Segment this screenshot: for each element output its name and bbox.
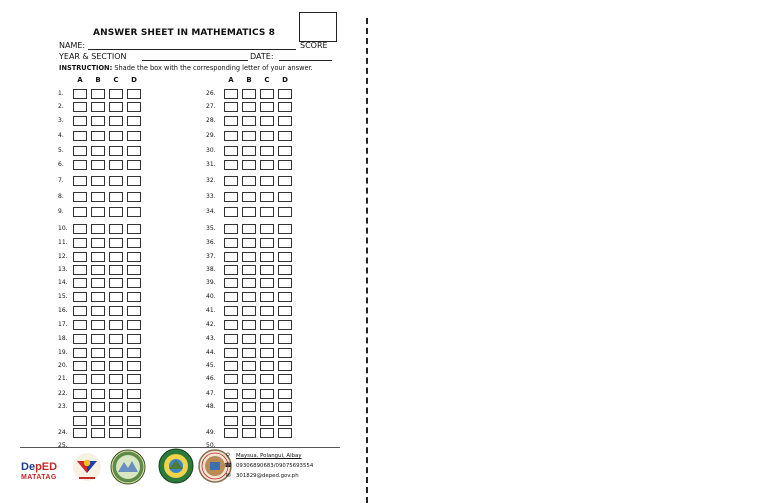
answer-box-c[interactable]	[109, 192, 123, 202]
answer-box-b[interactable]	[91, 131, 105, 141]
answer-box-b[interactable]	[91, 224, 105, 234]
answer-box-d[interactable]	[278, 146, 292, 156]
answer-box-c[interactable]	[109, 320, 123, 330]
answer-box-c[interactable]	[109, 278, 123, 288]
answer-box-a[interactable]	[224, 361, 238, 371]
left-header-b: B	[95, 76, 101, 84]
answer-box-d[interactable]	[127, 416, 141, 426]
question-number: 39.	[206, 279, 216, 286]
answer-box-a[interactable]	[224, 224, 238, 234]
answer-box-b[interactable]	[91, 265, 105, 275]
answer-box-a[interactable]	[224, 207, 238, 217]
question-number: 18.	[58, 335, 68, 342]
answer-box-c[interactable]	[109, 292, 123, 302]
answer-box-c[interactable]	[260, 428, 274, 438]
answer-box-c[interactable]	[260, 89, 274, 99]
right-header-d: D	[282, 76, 288, 84]
answer-box-b[interactable]	[242, 102, 256, 112]
answer-box-c[interactable]	[109, 176, 123, 186]
answer-box-d[interactable]	[278, 207, 292, 217]
answer-box-a[interactable]	[224, 278, 238, 288]
score-label: SCORE	[300, 41, 328, 50]
answer-box-d[interactable]	[127, 224, 141, 234]
answer-box-b[interactable]	[91, 252, 105, 262]
question-number: 13.	[58, 266, 68, 273]
left-header-d: D	[131, 76, 137, 84]
answer-box-d[interactable]	[127, 334, 141, 344]
answer-box-b[interactable]	[91, 416, 105, 426]
answer-box-a[interactable]	[73, 116, 87, 126]
answer-box-d[interactable]	[278, 416, 292, 426]
question-number: 20.	[58, 362, 68, 369]
answer-box-c[interactable]	[260, 131, 274, 141]
question-number: 4.	[58, 132, 64, 139]
answer-box-a[interactable]	[73, 102, 87, 112]
answer-box-d[interactable]	[127, 265, 141, 275]
question-number: 36.	[206, 239, 216, 246]
answer-box-a[interactable]	[224, 238, 238, 248]
answer-box-d[interactable]	[127, 306, 141, 316]
answer-box-d[interactable]	[278, 265, 292, 275]
question-number: 5.	[58, 147, 64, 154]
deped-logo	[21, 455, 57, 481]
answer-box-d[interactable]	[278, 131, 292, 141]
answer-box-b[interactable]	[242, 192, 256, 202]
question-number: 32.	[206, 177, 216, 184]
answer-box-c[interactable]	[109, 160, 123, 170]
answer-box-a[interactable]	[224, 192, 238, 202]
answer-box-b[interactable]	[242, 361, 256, 371]
answer-box-b[interactable]	[91, 89, 105, 99]
answer-box-d[interactable]	[127, 207, 141, 217]
answer-box-a[interactable]	[73, 131, 87, 141]
answer-box-a[interactable]	[73, 361, 87, 371]
answer-box-c[interactable]	[109, 102, 123, 112]
question-number: 14.	[58, 279, 68, 286]
deped-logo-text-1: De	[21, 461, 36, 473]
email-text: 301829@deped.gov.ph	[236, 473, 299, 479]
answer-box-d[interactable]	[127, 374, 141, 384]
cut-line	[366, 18, 368, 503]
left-header-a: A	[77, 76, 83, 84]
bagong-pilipinas-logo	[71, 451, 103, 483]
question-number: 29.	[206, 132, 216, 139]
question-number: 35.	[206, 225, 216, 232]
question-number: 23.	[58, 403, 68, 410]
answer-box-d[interactable]	[127, 278, 141, 288]
instruction	[59, 64, 313, 72]
answer-box-c[interactable]	[109, 374, 123, 384]
question-number: 42.	[206, 321, 216, 328]
answer-box-d[interactable]	[127, 361, 141, 371]
answer-box-a[interactable]	[73, 192, 87, 202]
answer-box-b[interactable]	[91, 348, 105, 358]
sheet-title: ANSWER SHEET IN MATHEMATICS 8	[93, 28, 276, 38]
answer-box-d[interactable]	[127, 389, 141, 399]
answer-box-c[interactable]	[260, 102, 274, 112]
division-seal	[110, 449, 146, 485]
answer-box-c[interactable]	[260, 238, 274, 248]
answer-box-d[interactable]	[278, 252, 292, 262]
score-box[interactable]	[299, 12, 337, 42]
question-number: 47.	[206, 390, 216, 397]
answer-box-c[interactable]	[109, 207, 123, 217]
answer-box-d[interactable]	[278, 389, 292, 399]
question-number: 41.	[206, 307, 216, 314]
answer-box-c[interactable]	[260, 348, 274, 358]
answer-box-c[interactable]	[260, 207, 274, 217]
answer-box-d[interactable]	[127, 252, 141, 262]
answer-box-d[interactable]	[127, 102, 141, 112]
question-number: 44.	[206, 349, 216, 356]
question-number: 12.	[58, 253, 68, 260]
instruction-text: Shade the box with the corresponding letter of your answer.	[114, 64, 313, 72]
answer-box-b[interactable]	[242, 348, 256, 358]
answer-box-d[interactable]	[127, 348, 141, 358]
answer-box-d[interactable]	[278, 320, 292, 330]
answer-box-c[interactable]	[109, 238, 123, 248]
answer-box-c[interactable]	[260, 278, 274, 288]
answer-box-b[interactable]	[242, 146, 256, 156]
deped-logo-text-2: pED	[35, 461, 58, 473]
question-number: 48.	[206, 403, 216, 410]
answer-box-b[interactable]	[91, 238, 105, 248]
answer-box-a[interactable]	[73, 320, 87, 330]
answer-box-b[interactable]	[91, 176, 105, 186]
answer-box-c[interactable]	[260, 116, 274, 126]
question-number: 9.	[58, 208, 64, 215]
question-number: 37.	[206, 253, 216, 260]
email-icon: ✉	[225, 472, 231, 479]
answer-box-c[interactable]	[260, 306, 274, 316]
answer-box-a[interactable]	[73, 278, 87, 288]
answer-box-b[interactable]	[242, 265, 256, 275]
answer-box-c[interactable]	[109, 224, 123, 234]
answer-box-d[interactable]	[127, 176, 141, 186]
answer-box-a[interactable]	[73, 416, 87, 426]
answer-box-b[interactable]	[91, 146, 105, 156]
answer-box-a[interactable]	[224, 402, 238, 412]
answer-box-b[interactable]	[91, 160, 105, 170]
answer-box-b[interactable]	[242, 334, 256, 344]
answer-box-c[interactable]	[260, 192, 274, 202]
question-number: 11.	[58, 239, 68, 246]
answer-box-a[interactable]	[73, 374, 87, 384]
answer-box-b[interactable]	[91, 402, 105, 412]
answer-box-a[interactable]	[224, 374, 238, 384]
answer-box-b[interactable]	[91, 116, 105, 126]
answer-box-c[interactable]	[260, 402, 274, 412]
answer-box-c[interactable]	[260, 361, 274, 371]
date-line[interactable]	[279, 60, 332, 61]
answer-box-c[interactable]	[109, 334, 123, 344]
name-line[interactable]	[88, 49, 296, 50]
question-number: 38.	[206, 266, 216, 273]
answer-box-b[interactable]	[91, 292, 105, 302]
answer-box-d[interactable]	[127, 428, 141, 438]
phone-icon: ☎	[224, 462, 232, 469]
answer-box-d[interactable]	[127, 89, 141, 99]
answer-box-c[interactable]	[109, 389, 123, 399]
answer-box-b[interactable]	[242, 416, 256, 426]
answer-box-a[interactable]	[224, 102, 238, 112]
matatag-text: MATATAG	[21, 474, 57, 481]
answer-box-c[interactable]	[260, 160, 274, 170]
answer-box-a[interactable]	[73, 306, 87, 316]
answer-box-d[interactable]	[127, 160, 141, 170]
question-number: 26.	[206, 90, 216, 97]
answer-box-c[interactable]	[260, 334, 274, 344]
question-number: 8.	[58, 193, 64, 200]
question-number: 49.	[206, 429, 216, 436]
answer-box-a[interactable]	[73, 292, 87, 302]
answer-box-b[interactable]	[91, 192, 105, 202]
answer-box-a[interactable]	[73, 176, 87, 186]
answer-box-d[interactable]	[278, 89, 292, 99]
answer-box-d[interactable]	[127, 192, 141, 202]
answer-box-c[interactable]	[260, 224, 274, 234]
answer-box-d[interactable]	[278, 278, 292, 288]
question-number: 40.	[206, 293, 216, 300]
answer-box-a[interactable]	[73, 348, 87, 358]
answer-box-b[interactable]	[91, 374, 105, 384]
answer-box-c[interactable]	[109, 416, 123, 426]
answer-box-b[interactable]	[91, 207, 105, 217]
question-number: 16.	[58, 307, 68, 314]
answer-box-d[interactable]	[278, 361, 292, 371]
answer-box-d[interactable]	[127, 116, 141, 126]
question-number: 31.	[206, 161, 216, 168]
answer-box-c[interactable]	[109, 428, 123, 438]
answer-box-c[interactable]	[260, 389, 274, 399]
answer-box-b[interactable]	[91, 306, 105, 316]
answer-box-d[interactable]	[127, 146, 141, 156]
answer-box-d[interactable]	[127, 238, 141, 248]
location-pin-icon: ⚲	[225, 452, 231, 459]
answer-box-a[interactable]	[224, 334, 238, 344]
question-number: 10.	[58, 225, 68, 232]
answer-box-c[interactable]	[109, 131, 123, 141]
answer-box-a[interactable]	[224, 116, 238, 126]
answer-box-b[interactable]	[242, 428, 256, 438]
answer-box-a[interactable]	[73, 389, 87, 399]
instruction-label: INSTRUCTION:	[59, 64, 113, 72]
answer-box-b[interactable]	[242, 160, 256, 170]
name-label: NAME:	[59, 41, 86, 50]
answer-box-b[interactable]	[91, 361, 105, 371]
answer-box-c[interactable]	[109, 89, 123, 99]
answer-box-a[interactable]	[224, 146, 238, 156]
answer-box-d[interactable]	[278, 374, 292, 384]
question-number: 45.	[206, 362, 216, 369]
answer-box-b[interactable]	[242, 207, 256, 217]
answer-box-b[interactable]	[242, 116, 256, 126]
question-number: 30.	[206, 147, 216, 154]
question-number: 50.	[206, 442, 216, 449]
question-number: 15.	[58, 293, 68, 300]
answer-box-b[interactable]	[242, 238, 256, 248]
question-number: 28.	[206, 117, 216, 124]
answer-box-b[interactable]	[242, 278, 256, 288]
answer-box-b[interactable]	[242, 306, 256, 316]
municipal-seal	[158, 448, 194, 484]
answer-box-a[interactable]	[73, 146, 87, 156]
answer-box-a[interactable]	[224, 89, 238, 99]
answer-box-a[interactable]	[73, 402, 87, 412]
answer-box-b[interactable]	[242, 176, 256, 186]
answer-box-d[interactable]	[278, 192, 292, 202]
answer-box-c[interactable]	[260, 374, 274, 384]
answer-box-a[interactable]	[73, 334, 87, 344]
question-number: 2.	[58, 103, 64, 110]
answer-box-a[interactable]	[73, 428, 87, 438]
answer-box-c[interactable]	[109, 146, 123, 156]
question-number: 21.	[58, 375, 68, 382]
answer-box-c[interactable]	[109, 116, 123, 126]
answer-box-d[interactable]	[278, 160, 292, 170]
answer-box-a[interactable]	[224, 389, 238, 399]
question-number: 25.	[58, 442, 68, 449]
answer-box-d[interactable]	[278, 334, 292, 344]
answer-box-c[interactable]	[109, 348, 123, 358]
answer-box-a[interactable]	[224, 306, 238, 316]
answer-box-d[interactable]	[278, 348, 292, 358]
answer-box-b[interactable]	[242, 374, 256, 384]
answer-box-b[interactable]	[242, 89, 256, 99]
answer-box-c[interactable]	[260, 265, 274, 275]
date-label: DATE:	[250, 52, 274, 61]
answer-box-b[interactable]	[242, 292, 256, 302]
question-number: 22.	[58, 390, 68, 397]
answer-box-c[interactable]	[260, 146, 274, 156]
answer-box-b[interactable]	[91, 389, 105, 399]
answer-box-a[interactable]	[224, 176, 238, 186]
answer-box-c[interactable]	[260, 320, 274, 330]
question-number: 27.	[206, 103, 216, 110]
answer-box-d[interactable]	[127, 131, 141, 141]
question-number: 34.	[206, 208, 216, 215]
answer-box-c[interactable]	[109, 361, 123, 371]
answer-box-d[interactable]	[278, 176, 292, 186]
right-header-b: B	[246, 76, 252, 84]
answer-box-b[interactable]	[242, 389, 256, 399]
year-section-line[interactable]	[142, 60, 248, 61]
left-header-c: C	[113, 76, 119, 84]
answer-box-a[interactable]	[224, 160, 238, 170]
answer-box-a[interactable]	[224, 131, 238, 141]
answer-box-b[interactable]	[91, 334, 105, 344]
answer-box-d[interactable]	[278, 306, 292, 316]
answer-box-a[interactable]	[73, 89, 87, 99]
question-number: 17.	[58, 321, 68, 328]
question-number: 1.	[58, 90, 64, 97]
question-number: 7.	[58, 177, 64, 184]
answer-box-c[interactable]	[109, 252, 123, 262]
answer-box-a[interactable]	[224, 292, 238, 302]
answer-box-c[interactable]	[260, 292, 274, 302]
answer-box-b[interactable]	[242, 224, 256, 234]
answer-box-a[interactable]	[224, 252, 238, 262]
answer-box-b[interactable]	[242, 402, 256, 412]
answer-box-b[interactable]	[242, 252, 256, 262]
answer-box-d[interactable]	[278, 238, 292, 248]
answer-box-c[interactable]	[260, 416, 274, 426]
right-header-c: C	[264, 76, 270, 84]
answer-box-d[interactable]	[278, 224, 292, 234]
phone-text: 09306890683/09075693554	[236, 463, 314, 469]
answer-box-a[interactable]	[224, 416, 238, 426]
question-number: 3.	[58, 117, 64, 124]
answer-box-a[interactable]	[224, 265, 238, 275]
answer-box-c[interactable]	[109, 265, 123, 275]
answer-box-d[interactable]	[278, 428, 292, 438]
answer-box-d[interactable]	[127, 292, 141, 302]
right-header-a: A	[228, 76, 234, 84]
answer-box-c[interactable]	[260, 176, 274, 186]
answer-box-b[interactable]	[91, 278, 105, 288]
answer-box-d[interactable]	[278, 116, 292, 126]
question-number: 33.	[206, 193, 216, 200]
answer-box-a[interactable]	[73, 252, 87, 262]
answer-box-a[interactable]	[73, 207, 87, 217]
answer-box-d[interactable]	[278, 292, 292, 302]
year-section-label: YEAR & SECTION	[59, 52, 127, 61]
address-text: Maysua, Polangui, Albay	[236, 453, 302, 459]
answer-box-c[interactable]	[109, 306, 123, 316]
answer-box-d[interactable]	[127, 402, 141, 412]
answer-box-b[interactable]	[91, 428, 105, 438]
question-number: 6.	[58, 161, 64, 168]
answer-box-d[interactable]	[278, 402, 292, 412]
question-number: 43.	[206, 335, 216, 342]
answer-box-a[interactable]	[73, 265, 87, 275]
answer-box-a[interactable]	[224, 428, 238, 438]
answer-box-b[interactable]	[242, 320, 256, 330]
question-number: 19.	[58, 349, 68, 356]
answer-box-a[interactable]	[73, 224, 87, 234]
answer-box-a[interactable]	[73, 160, 87, 170]
question-number: 46.	[206, 375, 216, 382]
answer-box-d[interactable]	[278, 102, 292, 112]
answer-box-b[interactable]	[91, 320, 105, 330]
question-number: 24.	[58, 429, 68, 436]
answer-box-b[interactable]	[91, 102, 105, 112]
answer-box-d[interactable]	[127, 320, 141, 330]
answer-box-c[interactable]	[109, 402, 123, 412]
answer-box-a[interactable]	[224, 348, 238, 358]
answer-box-b[interactable]	[242, 131, 256, 141]
answer-box-a[interactable]	[73, 238, 87, 248]
answer-box-c[interactable]	[260, 252, 274, 262]
answer-box-a[interactable]	[224, 320, 238, 330]
